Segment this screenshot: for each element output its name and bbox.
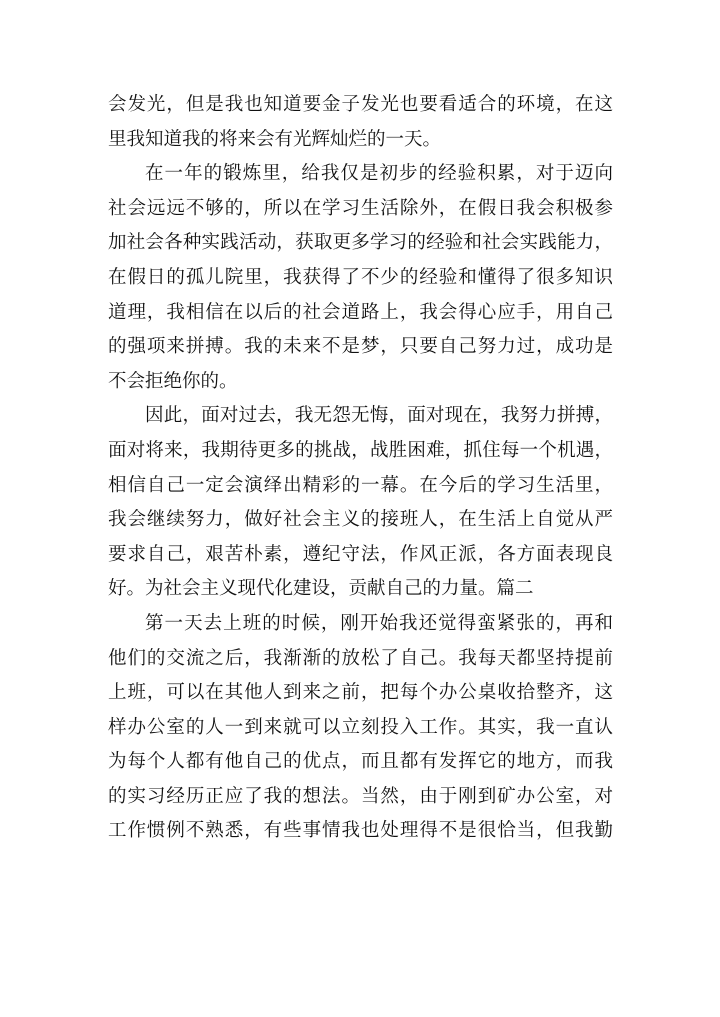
paragraph-first-line: 在一年的锻炼里，给我仅是初步的经验积累，对于迈向	[145, 163, 613, 185]
text-line: 要求自己，艰苦朴素，遵纪守法，作风正派，各方面表现良	[108, 543, 613, 565]
text-line: 为每个人都有他自己的优点，而且都有发挥它的地方，而我	[108, 751, 613, 773]
text-line: 面对将来，我期待更多的挑战，战胜困难，抓住每一个机遇，	[108, 439, 613, 461]
text-line: 不会拒绝你的。	[108, 370, 238, 392]
text-line: 我会继续努力，做好社会主义的接班人，在生活上自觉从严	[108, 509, 613, 531]
text-line: 相信自己一定会演绎出精彩的一幕。在今后的学习生活里，	[108, 474, 613, 496]
text-line: 工作惯例不熟悉，有些事情我也处理得不是很恰当，但我勤	[108, 820, 613, 842]
paragraph-first-line: 第一天去上班的时候，刚开始我还觉得蛮紧张的，再和	[145, 612, 613, 634]
text-line: 好。为社会主义现代化建设，贡献自己的力量。篇二	[108, 578, 534, 600]
text-line: 上班，可以在其他人到来之前，把每个办公桌收拾整齐，这	[108, 682, 613, 704]
text-line: 里我知道我的将来会有光辉灿烂的一天。	[108, 128, 442, 150]
text-line: 加社会各种实践活动，获取更多学习的经验和社会实践能力，	[108, 232, 613, 254]
document-body	[108, 88, 613, 849]
text-line: 的强项来拼搏。我的未来不是梦，只要自己努力过，成功是	[108, 336, 613, 358]
text-line: 会发光，但是我也知道要金子发光也要看适合的环境，在这	[108, 94, 613, 115]
text-line: 的实习经历正应了我的想法。当然，由于刚到矿办公室，对	[108, 785, 613, 807]
text-line: 他们的交流之后，我渐渐的放松了自己。我每天都坚持提前	[108, 647, 613, 669]
text-line: 样办公室的人一到来就可以立刻投入工作。其实，我一直认	[108, 716, 613, 738]
text-line: 社会远远不够的，所以在学习生活除外，在假日我会积极参	[108, 197, 613, 219]
paragraph-first-line: 因此，面对过去，我无怨无悔，面对现在，我努力拼搏，	[145, 405, 613, 427]
text-line: 道理，我相信在以后的社会道路上，我会得心应手，用自己	[108, 301, 613, 323]
text-line: 在假日的孤儿院里，我获得了不少的经验和懂得了很多知识	[108, 266, 613, 288]
